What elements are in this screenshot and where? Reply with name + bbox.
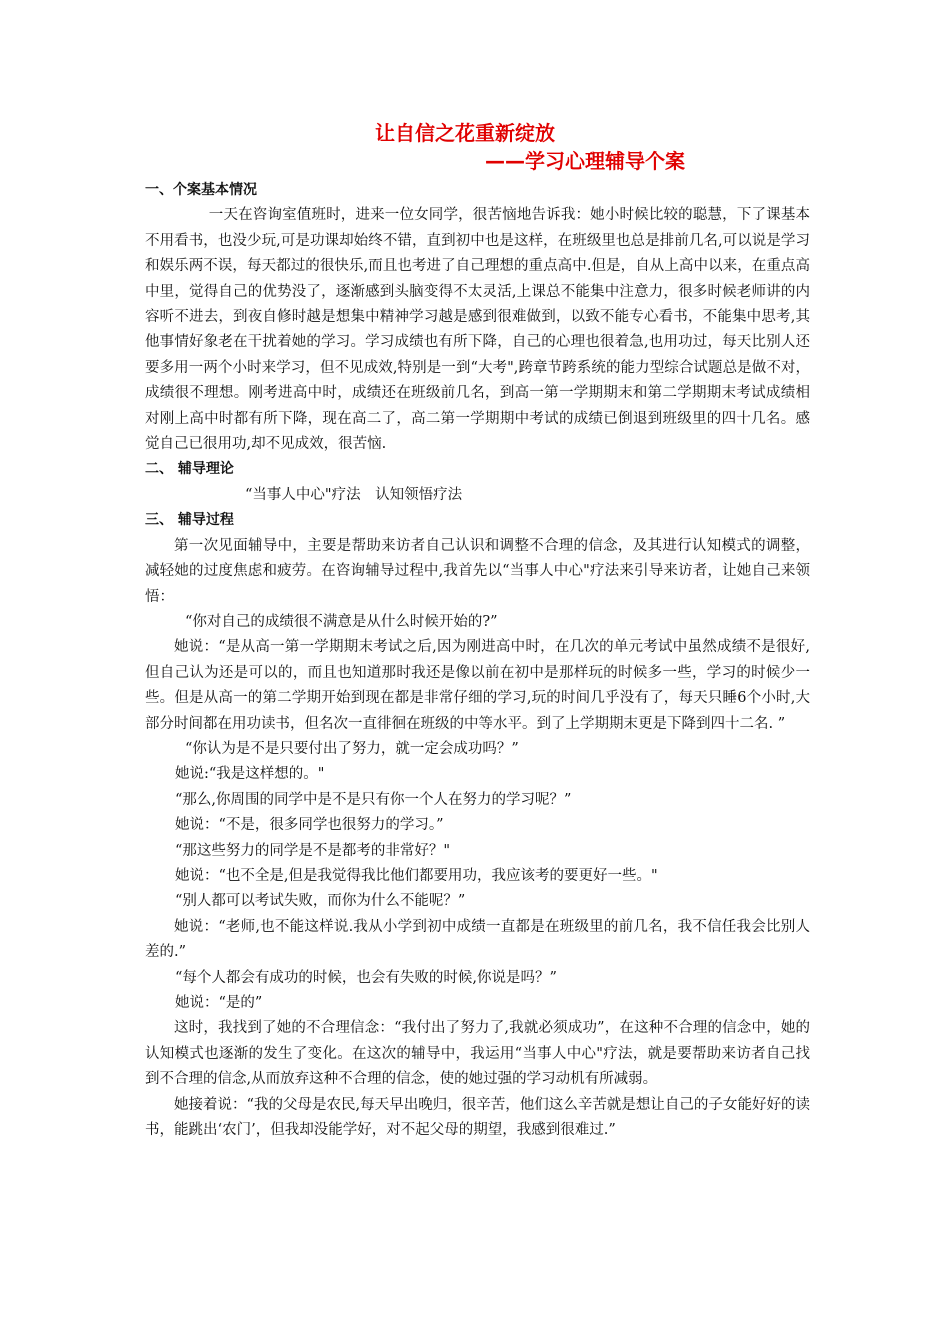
theory-content: “当事人中心"疗法 认知领悟疗法 [245, 486, 463, 503]
dialogue-line: “你对自己的成绩很不满意是从什么时候开始的?” [185, 613, 498, 630]
dialogue-line: 她说：“是的” [175, 995, 263, 1011]
process-paragraph-parents: 她接着说：“我的父母是农民,每天早出晚归，很辛苦，他们这么辛苦就是想让自己的子女能好好的读书，能跳出‘农门’，但我却没能学好，对不起父母的期望，我感到很难过.” [145, 1096, 810, 1139]
dialogue-line: 她说:“我是这样想的。" [175, 766, 325, 783]
dialogue-line: “别人都可以考试失败，而你为什么不能呢？” [175, 893, 466, 910]
dialogue-line: 她说：“老师,也不能这样说.我从小学到初中成绩一直都是在班级里的前几名，我不信任我会比别人差的.” [145, 918, 810, 961]
dialogue-line: 她说：“是从高一第一学期期末考试之后,因为刚进高中时，在几次的单元考试中虽然成绩不是很好,但自己认为还是可以的，而且也知道那时我还是像以前在初中是那样玩的时候多一些，学习的时候少一些。但是从高一的第二学期开始到现在都是非常仔细的学习,玩的时间几乎没有了，每天只睡6个小时,大部分时间都在用功读书，但名次一直徘徊在班级的中等水平。到了上学期期末更是下降到四十二名. ” [145, 639, 810, 732]
dialogue-line: “那么,你周围的同学中是不是只有你一个人在努力的学习呢？” [175, 791, 572, 808]
dialogue-line: “每个人都会有成功的时候，也会有失败的时候,你说是吗？” [175, 969, 557, 986]
section-heading-case-info: 一、个案基本情况 [145, 182, 257, 198]
dialogue-line: 她说：“不是，很多同学也很努力的学习。” [175, 817, 444, 834]
dialogue-line: “你认为是不是只要付出了努力，就一定会成功吗？” [185, 740, 519, 757]
process-intro-paragraph: 第一次见面辅导中，主要是帮助来访者自己认识和调整不合理的信念，及其进行认知模式的调整，减轻她的过度焦虑和疲劳。在咨询辅导过程中,我首先以“当事人中心"疗法来引导来访者，让她自己来领悟： [145, 537, 810, 605]
process-paragraph-belief: 这时，我找到了她的不合理信念：“我付出了努力了,我就必须成功”，在这种不合理的信念中，她的认知模式也逐渐的发生了变化。在这次的辅导中，我运用“当事人中心"疗法，就是要帮助来访者自己找到不合理的信念,从而放弃这种不合理的信念，使的她过强的学习动机有所减弱。 [145, 1020, 810, 1088]
document-title: 让自信之花重新绽放 [375, 121, 555, 145]
case-info-paragraph: 一天在咨询室值班时，进来一位女同学，很苦恼地告诉我：她小时候比较的聪慧，下了课基本不用看书，也没少玩,可是功课却始终不错，直到初中也是这样，在班级里也总是排前几名,可以说是学习和娱乐两不误，每天都过的很快乐,而且也考进了自己理想的重点高中.但是，自从上高中以来，在重点高中里，觉得自己的优势没了，逐渐感到头脑变得不太灵活,上课总不能集中注意力，很多时候老师讲的内容听不进去，到夜自修时越是想集中精神学习越是感到很难做到，以致不能专心看书，不能集中思考,其他事情好象老在干扰着她的学习。学习成绩也有所下降，自己的心理也很着急,也用功过，每天比别人还要多用一两个小时来学习，但不见成效,特别是一到“大考",跨章节跨系统的能力型综合试题总是做不对，成绩很不理想。刚考进高中时，成绩还在班级前几名，到高一第一学期期末和第二学期期末考试成绩相对刚上高中时都有所下降，现在高二了，高二第一学期期中考试的成绩已倒退到班级里的四十几名。感觉自己已很用功,却不见成效，很苦恼. [145, 207, 810, 453]
section-heading-process: 三、 辅导过程 [145, 512, 234, 529]
section-heading-theory: 二、 辅导理论 [145, 461, 234, 478]
dialogue-line: 她说：“也不全是,但是我觉得我比他们都要用功，我应该考的要更好一些。" [175, 867, 658, 884]
document-body [145, 178, 810, 1143]
dialogue-line: “那这些努力的同学是不是都考的非常好？" [175, 842, 451, 859]
document-subtitle: ——学习心理辅导个案 [485, 149, 685, 173]
